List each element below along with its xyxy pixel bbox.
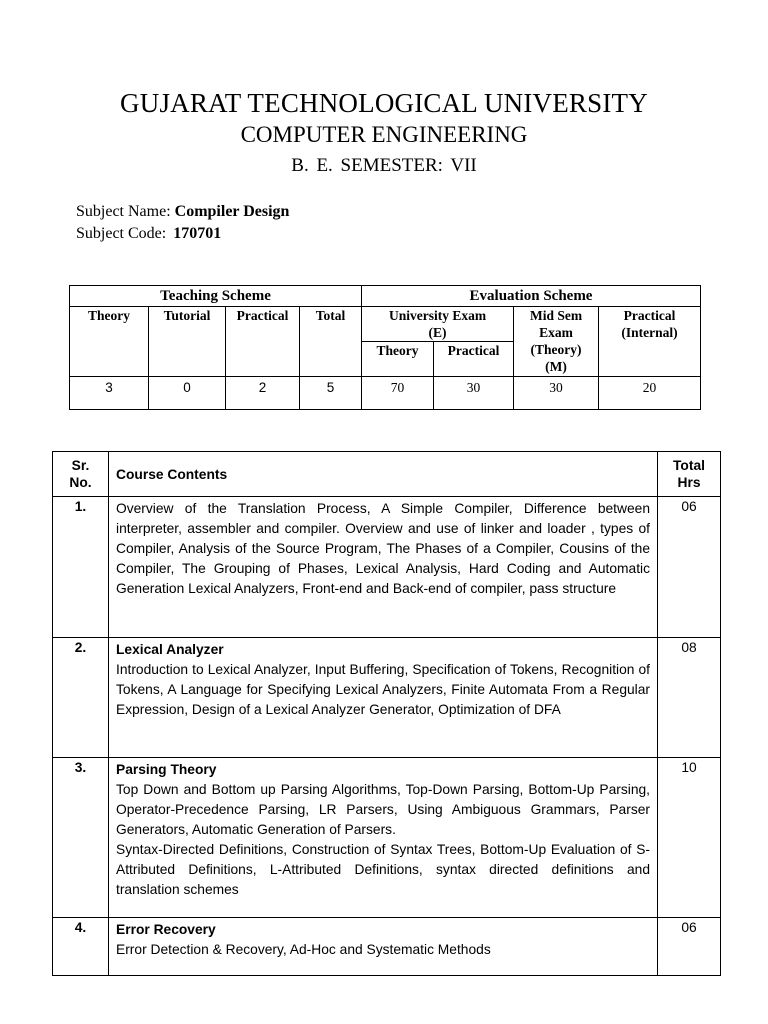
mid-sem-line1: Mid Sem — [529, 308, 583, 323]
row-content — [109, 918, 658, 976]
col-tutorial: Tutorial — [149, 307, 226, 377]
row-text-continued: Syntax-Directed Definitions, Construction of Syntax Trees, Bottom-Up Evaluation of S-Attributed Definitions, L-Attributed Definitions, syntax directed definitions and translation schemes — [116, 842, 650, 897]
value-total: 5 — [300, 377, 362, 410]
value-mid-sem: 30 — [514, 377, 599, 410]
sr-line1: Sr. — [71, 458, 90, 473]
col-total-hrs — [658, 452, 721, 497]
col-university-exam — [362, 307, 514, 342]
col-mid-sem — [514, 307, 599, 377]
value-theory: 3 — [70, 377, 149, 410]
table-row — [53, 918, 721, 976]
university-exam-line2: (E) — [428, 325, 447, 340]
value-practical-internal: 20 — [599, 377, 701, 410]
semester-title: B. E. SEMESTER: VII — [291, 155, 477, 176]
teaching-scheme-header: Teaching Scheme — [70, 286, 362, 307]
row-sr: 1. — [53, 497, 109, 638]
col-practical-internal — [599, 307, 701, 377]
table-row — [53, 758, 721, 918]
row-content — [109, 638, 658, 758]
scheme-table — [69, 285, 701, 410]
value-tutorial: 0 — [149, 377, 226, 410]
course-table — [52, 451, 721, 976]
col-course-contents: Course Contents — [109, 452, 658, 497]
col-total: Total — [300, 307, 362, 377]
row-text: Overview of the Translation Process, A Simple Compiler, Difference between interpreter, assembler and compiler. Overview and use of linker and loader , types of Compiler, Analysis of the Source Program, The Phases of a Compiler, Cousins of the Compiler, The Grouping of Phases, Lexical Analysis, Hard Coding and Automatic Generation Lexical Analyzers, Front-end and Back-end of compiler, pass structure — [116, 501, 650, 596]
subject-name-label: Subject Name: — [76, 203, 171, 220]
mid-sem-line2: Exam — [539, 325, 573, 340]
row-text: Top Down and Bottom up Parsing Algorithms, Top-Down Parsing, Bottom-Up Parsing, Operator-Precedence Parsing, LR Parsers, Using Ambiguous Grammars, Parser Generators, Automatic Generation of Parsers. — [116, 782, 650, 837]
col-ue-theory: Theory — [362, 342, 434, 377]
practical-internal-line2: (Internal) — [621, 325, 678, 340]
row-content — [109, 497, 658, 638]
row-title: Parsing Theory — [116, 762, 217, 777]
col-sr-no — [53, 452, 109, 497]
value-ue-practical: 30 — [434, 377, 514, 410]
value-ue-theory: 70 — [362, 377, 434, 410]
mid-sem-line4: (M) — [545, 359, 567, 374]
table-row — [53, 497, 721, 638]
row-title: Error Recovery — [116, 922, 216, 937]
table-row — [53, 638, 721, 758]
row-content — [109, 758, 658, 918]
hrs-line2: Hrs — [677, 475, 701, 490]
subject-name-line — [76, 203, 289, 221]
col-ue-practical: Practical — [434, 342, 514, 377]
row-title: Lexical Analyzer — [116, 642, 224, 657]
university-title: GUJARAT TECHNOLOGICAL UNIVERSITY — [120, 88, 648, 118]
subject-code-line — [76, 225, 221, 243]
practical-internal-line1: Practical — [623, 308, 676, 323]
sr-line2: No. — [69, 475, 92, 490]
row-hrs: 06 — [658, 497, 721, 638]
mid-sem-line3: (Theory) — [530, 342, 582, 357]
university-exam-line1: University Exam — [388, 308, 487, 323]
hrs-line1: Total — [673, 458, 705, 473]
row-sr: 3. — [53, 758, 109, 918]
col-theory: Theory — [70, 307, 149, 377]
row-text: Introduction to Lexical Analyzer, Input Buffering, Specification of Tokens, Recognition of Tokens, A Language for Specifying Lexical Analyzers, Finite Automata From a Regular Expression, Design of a Lexical Analyzer Generator, Optimization of DFA — [116, 662, 650, 717]
subject-code-label: Subject Code: — [76, 225, 167, 242]
row-hrs: 10 — [658, 758, 721, 918]
evaluation-scheme-header: Evaluation Scheme — [362, 286, 701, 307]
department-title: COMPUTER ENGINEERING — [240, 122, 528, 147]
subject-code-value: 170701 — [173, 225, 222, 242]
col-practical: Practical — [226, 307, 300, 377]
subject-name-value: Compiler Design — [174, 203, 290, 220]
value-practical: 2 — [226, 377, 300, 410]
row-text: Error Detection & Recovery, Ad-Hoc and Systematic Methods — [116, 942, 491, 957]
row-hrs: 06 — [658, 918, 721, 976]
row-sr: 4. — [53, 918, 109, 976]
row-sr: 2. — [53, 638, 109, 758]
row-hrs: 08 — [658, 638, 721, 758]
